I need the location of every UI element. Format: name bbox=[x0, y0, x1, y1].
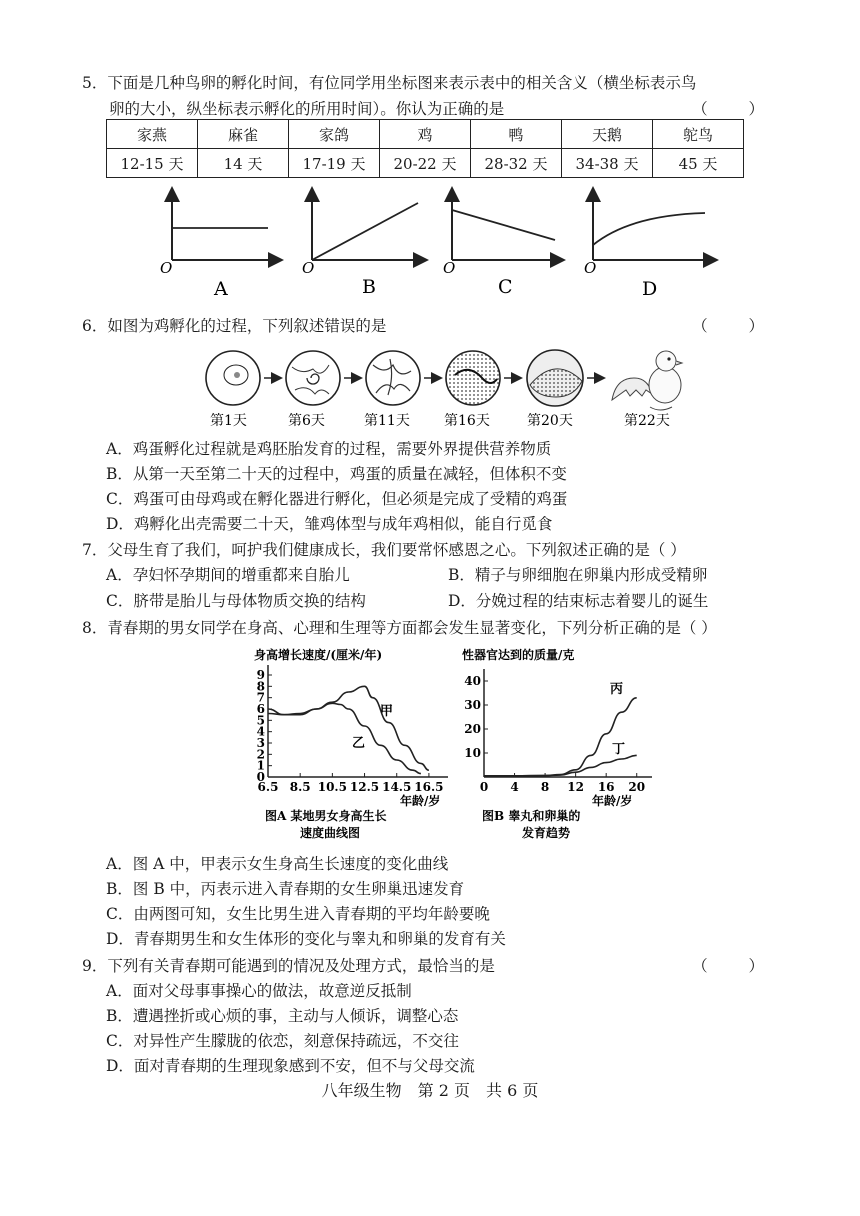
chartB-xtick-label: 8 bbox=[540, 780, 550, 794]
chartB-series-label: 丁 bbox=[612, 742, 626, 757]
table-header-cell: 鸵鸟 bbox=[653, 120, 744, 149]
graph-b-origin: O bbox=[302, 259, 315, 277]
graph-d-curve bbox=[593, 213, 705, 245]
chartA-ytick-label: 4 bbox=[256, 724, 265, 739]
stage-day-1 bbox=[206, 351, 260, 405]
stage-label-day-1: 第1天 bbox=[210, 413, 247, 429]
q8-option-a: A．图 A 中，甲表示女生身高生长速度的变化曲线 bbox=[106, 855, 449, 873]
q6-option-b: B．从第一天至第二十天的过程中，鸡蛋的质量在减轻，但体积不变 bbox=[106, 465, 567, 483]
graph-b-label: B bbox=[362, 276, 376, 298]
chartA-ytick-label: 9 bbox=[256, 668, 265, 682]
chartA-ytick-label: 3 bbox=[256, 736, 265, 750]
table-header-cell: 鸡 bbox=[380, 120, 471, 149]
stage-day-11 bbox=[366, 351, 420, 405]
q6-option-d: D．鸡孵化出壳需要二十天，雏鸡体型与成年鸡相似，能自行觅食 bbox=[106, 515, 553, 533]
q7-option-a: A．孕妇怀孕期间的增重都来自胎儿 bbox=[106, 566, 350, 584]
chartB-xtick-label: 20 bbox=[628, 780, 646, 794]
q9-answer-paren: （ ） bbox=[692, 957, 782, 975]
q7-stem: 7．父母生育了我们，呵护我们健康成长，我们要常怀感恩之心。下列叙述正确的是（ ） bbox=[82, 541, 686, 559]
chartA-xtick-label: 14.5 bbox=[382, 780, 412, 794]
q9-option-b: B．遭遇挫折或心烦的事，主动与人倾诉，调整心态 bbox=[106, 1007, 459, 1025]
table-row bbox=[107, 120, 744, 149]
q9-option-d: D．面对青春期的生理现象感到不安，但不与父母交流 bbox=[106, 1057, 475, 1075]
graph-d bbox=[584, 190, 715, 300]
q8-stem: 8．青春期的男女同学在身高、心理和生理等方面都会发生显著变化，下列分析正确的是（ ） bbox=[82, 619, 717, 637]
question-7 bbox=[82, 537, 782, 563]
q6-option-c: C．鸡蛋可由母鸡或在孵化器进行孵化，但必须是完成了受精的鸡蛋 bbox=[106, 490, 568, 508]
stage-day-16 bbox=[446, 351, 500, 405]
question-8 bbox=[82, 615, 782, 641]
chartB-series-line bbox=[484, 755, 637, 775]
stage-label-day-22: 第22天 bbox=[624, 413, 670, 429]
table-row bbox=[107, 149, 744, 178]
table-header-cell: 家鸽 bbox=[289, 120, 380, 149]
q8-option-b: B．图 B 中，丙表示进入青春期的女生卵巢迅速发育 bbox=[106, 880, 465, 898]
question-5 bbox=[82, 70, 782, 122]
chartA-ytick-label: 7 bbox=[256, 690, 265, 705]
table-header-cell: 家燕 bbox=[107, 120, 198, 149]
q6-option-a: A．鸡蛋孵化过程就是鸡胚胎发育的过程，需要外界提供营养物质 bbox=[106, 440, 552, 458]
chartB-ytick-label: 30 bbox=[464, 698, 481, 712]
chartB-xtick-label: 0 bbox=[479, 780, 489, 794]
chartA-ytick-label: 0 bbox=[256, 770, 265, 784]
page-footer: 八年级生物 第 2 页 共 6 页 bbox=[321, 1081, 539, 1100]
graph-c-origin: O bbox=[443, 259, 456, 277]
chartA-ytick-label: 1 bbox=[256, 758, 265, 773]
table-header-cell: 鸭 bbox=[471, 120, 562, 149]
chick-hatching-figure bbox=[200, 345, 700, 430]
q6-answer-paren: （ ） bbox=[692, 317, 782, 335]
chart-b-ylabel: 性器官达到的质量/克 bbox=[462, 648, 575, 662]
chart-a-height-growth bbox=[240, 645, 455, 850]
graph-c-label: C bbox=[498, 276, 513, 298]
graph-d-label: D bbox=[642, 278, 658, 300]
q9-stem: 9．下列有关青春期可能遇到的情况及处理方式，最恰当的是 bbox=[82, 957, 495, 975]
chartA-xtick-label: 8.5 bbox=[289, 780, 311, 794]
graph-a bbox=[160, 190, 280, 300]
q7-option-c: C．脐带是胎儿与母体物质交换的结构 bbox=[106, 592, 366, 610]
q8-option-c: C．由两图可知，女生比男生进入青春期的平均年龄要晚 bbox=[106, 905, 490, 923]
chart-a-title-line2: 速度曲线图 bbox=[300, 826, 361, 840]
stage-day-22 bbox=[612, 351, 682, 410]
chart-a-title-line1: 图A 某地男女身高生长 bbox=[265, 809, 387, 823]
stage-label-day-11: 第11天 bbox=[364, 413, 410, 429]
graph-a-label: A bbox=[214, 278, 228, 300]
chartA-xtick-label: 12.5 bbox=[349, 780, 380, 794]
table-header-cell: 天鹅 bbox=[562, 120, 653, 149]
table-cell: 45 天 bbox=[653, 149, 744, 178]
chartB-ytick-label: 40 bbox=[464, 674, 481, 688]
chartA-ytick-label: 8 bbox=[256, 679, 265, 694]
stage-label-day-16: 第16天 bbox=[444, 413, 490, 429]
q7-option-b: B．精子与卵细胞在卵巢内形成受精卵 bbox=[448, 566, 708, 584]
chartB-series-line bbox=[484, 698, 637, 776]
chart-b-organ-development bbox=[462, 645, 662, 850]
stage-day-20 bbox=[527, 350, 583, 406]
chart-b-title-line1: 图B 睾丸和卵巢的 bbox=[482, 809, 581, 823]
graph-b-line bbox=[312, 203, 418, 260]
chartB-xtick-label: 16 bbox=[597, 780, 615, 794]
chartB-ytick-label: 20 bbox=[464, 722, 481, 736]
chartB-ytick-label: 10 bbox=[464, 746, 481, 760]
q9-option-c: C．对异性产生朦胧的依恋，刻意保持疏远，不交往 bbox=[106, 1032, 459, 1050]
graph-a-origin: O bbox=[160, 259, 173, 277]
chartB-xtick-label: 12 bbox=[567, 780, 584, 794]
graph-c-line bbox=[452, 210, 555, 240]
q8-option-d: D．青春期男生和女生体形的变化与睾丸和卵巢的发育有关 bbox=[106, 930, 506, 948]
stage-label-day-20: 第20天 bbox=[527, 413, 573, 429]
q5-stem-line1: 5．下面是几种鸟卵的孵化时间，有位同学用坐标图来表示表中的相关含义（横坐标表示鸟 bbox=[82, 74, 697, 92]
q7-option-d: D．分娩过程的结束标志着婴儿的诞生 bbox=[448, 592, 709, 610]
hatch-time-table bbox=[106, 119, 744, 178]
stage-day-6 bbox=[286, 351, 340, 405]
chartA-ytick-label: 5 bbox=[256, 713, 265, 728]
graph-d-origin: O bbox=[584, 259, 597, 277]
chart-b-xlabel: 年龄/岁 bbox=[592, 794, 633, 808]
chartA-ytick-label: 6 bbox=[256, 702, 265, 716]
q9-option-a: A．面对父母事事操心的做法，故意逆反抵制 bbox=[106, 982, 412, 1000]
chart-a-xlabel: 年龄/岁 bbox=[400, 794, 441, 808]
question-6 bbox=[82, 313, 782, 339]
chartA-xtick-label: 10.5 bbox=[317, 780, 347, 794]
table-header-cell: 麻雀 bbox=[198, 120, 289, 149]
table-cell: 28-32 天 bbox=[471, 149, 562, 178]
stage-label-day-6: 第6天 bbox=[288, 413, 325, 429]
table-cell: 34-38 天 bbox=[562, 149, 653, 178]
table-cell: 20-22 天 bbox=[380, 149, 471, 178]
question-9 bbox=[82, 953, 782, 979]
chartB-series-label: 丙 bbox=[610, 682, 624, 697]
table-cell: 14 天 bbox=[198, 149, 289, 178]
graph-c bbox=[443, 190, 562, 298]
chartA-ytick-label: 2 bbox=[256, 747, 265, 762]
chartA-series-line bbox=[268, 686, 429, 770]
chartA-xtick-label: 16.5 bbox=[414, 780, 444, 794]
chartA-series-label: 甲 bbox=[380, 704, 394, 719]
chartB-xtick-label: 4 bbox=[510, 780, 519, 794]
graph-b bbox=[302, 190, 425, 298]
chart-a-ylabel: 身高增长速度/(厘米/年) bbox=[254, 648, 383, 662]
q5-answer-paren: （ ） bbox=[692, 100, 782, 118]
q6-stem: 6．如图为鸡孵化的过程，下列叙述错误的是 bbox=[82, 317, 387, 335]
q5-option-graphs bbox=[150, 185, 730, 300]
chart-b-title-line2: 发育趋势 bbox=[522, 826, 571, 840]
table-cell: 12-15 天 bbox=[107, 149, 198, 178]
chartA-series-label: 乙 bbox=[352, 736, 366, 751]
chartA-xtick-label: 6.5 bbox=[257, 780, 279, 794]
table-cell: 17-19 天 bbox=[289, 149, 380, 178]
q5-stem-line2: 卵的大小，纵坐标表示孵化的所用时间）。你认为正确的是 bbox=[109, 100, 505, 118]
